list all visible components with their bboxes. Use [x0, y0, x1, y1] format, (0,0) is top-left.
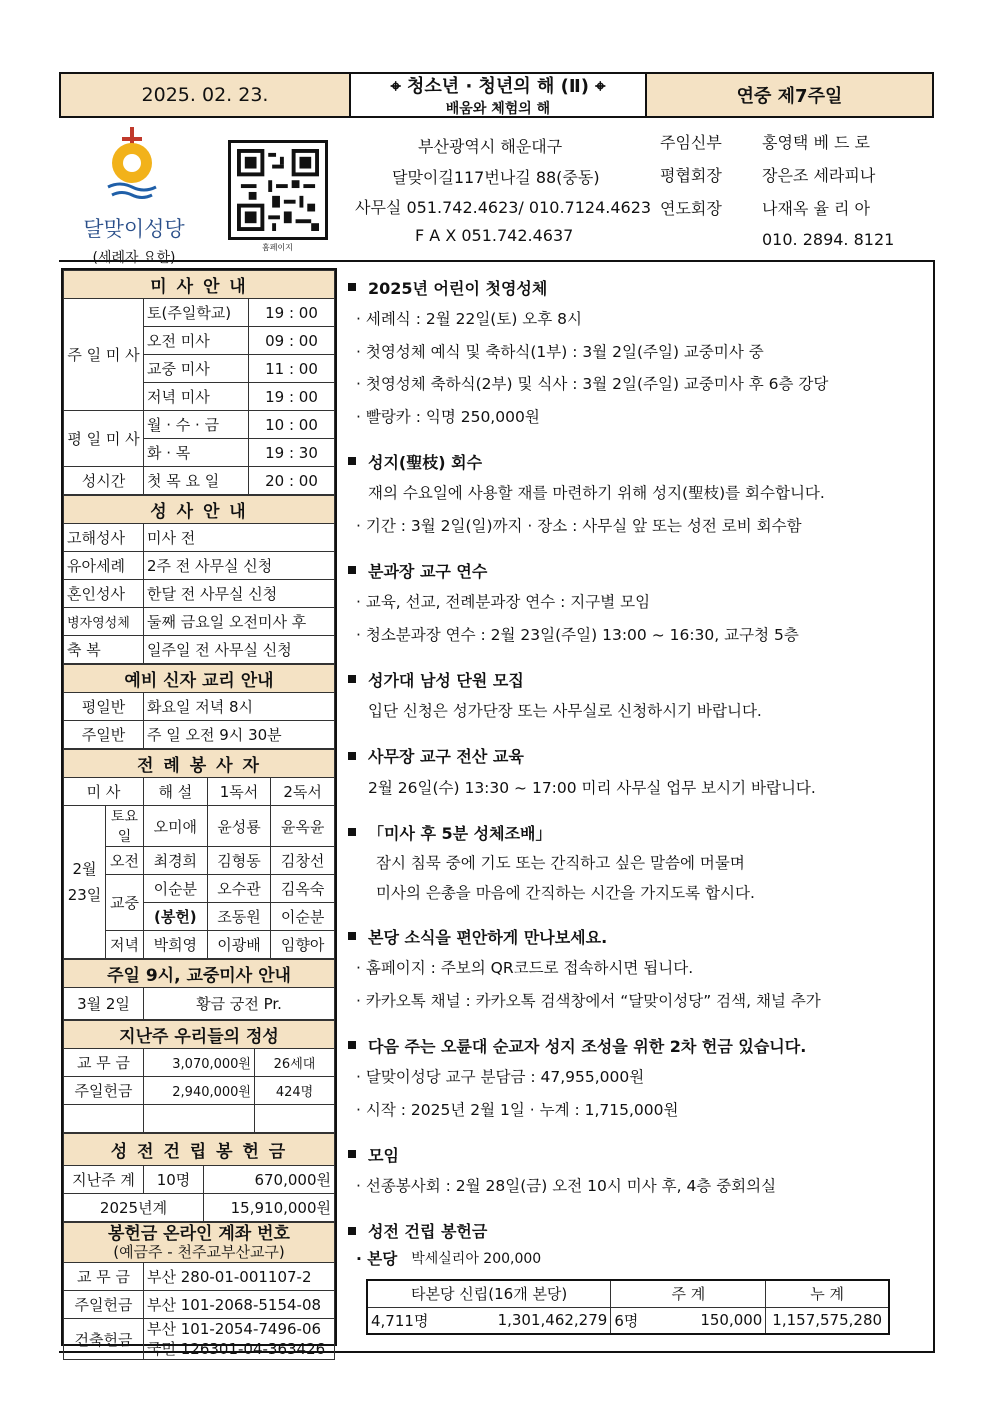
- col-header: 해 설: [144, 778, 208, 806]
- sacraments-title: 성 사 안 내: [64, 496, 335, 524]
- liturgy-title: 전 례 봉 사 자: [64, 750, 335, 778]
- notice-title: 분과장 교구 연수: [346, 555, 926, 585]
- offering-title: 지난주 우리들의 정성: [64, 1021, 335, 1049]
- catechism-class: 평일반: [64, 693, 144, 721]
- week-amount: 150,000: [661, 1307, 766, 1334]
- mass-name: 저녁 미사: [144, 383, 249, 411]
- notice-line: · 카카오톡 채널 : 카카오톡 검색창에서 “달맞이성당” 검색, 채널 추가: [356, 991, 821, 1010]
- account-type: 건축헌금: [64, 1319, 144, 1360]
- offering-type: 교 무 금: [64, 1049, 144, 1077]
- mass-name: 토(주일학교): [144, 299, 249, 327]
- building-fund-table: [63, 1133, 335, 1222]
- sacrament-info: 둘째 금요일 오전미사 후: [144, 608, 335, 636]
- sacrament-name: 고해성사: [64, 524, 144, 552]
- catechism-table: [63, 664, 335, 749]
- mass-name: 화 · 목: [144, 439, 249, 467]
- holy-hour-time: 20 : 00: [249, 467, 335, 495]
- reader-2: 김옥숙: [271, 875, 335, 903]
- building-last-amount: 670,000원: [204, 1166, 335, 1194]
- sacrament-name: 병자영성체: [64, 608, 144, 636]
- notice-line: 2월 26일(수) 13:30 ~ 17:00 미리 사무실 업무 보시기 바랍니다.: [368, 778, 816, 797]
- mass-time: 19 : 00: [249, 383, 335, 411]
- mass-title: 미 사 안 내: [64, 271, 335, 299]
- accounts-title: 봉헌금 온라인 계좌 번호: [108, 1223, 290, 1244]
- offering-amount: 3,070,000원: [144, 1049, 255, 1077]
- header-bar: [59, 72, 934, 118]
- commentator: 오미애: [144, 806, 208, 847]
- building-last-label: 지난주 계: [64, 1166, 144, 1194]
- col-header: 1독서: [207, 778, 271, 806]
- sacrament-info: 미사 전: [144, 524, 335, 552]
- notices: [346, 272, 926, 1270]
- staff-role: 주임신부: [660, 133, 722, 152]
- qr-icon: [237, 149, 319, 231]
- mass-time: 19 : 30: [249, 439, 335, 467]
- left-column: [61, 268, 337, 1358]
- account-number: 부산 280-01-001107-2: [144, 1263, 335, 1291]
- fax-number: F A X 051.742.4637: [415, 226, 574, 245]
- offering-amount: 2,940,000원: [144, 1077, 255, 1105]
- mass-time: 11 : 00: [249, 355, 335, 383]
- parish-logo: [78, 125, 190, 266]
- sunday-mass-label: 주 일 미 사: [64, 299, 144, 411]
- building-title: 성 전 건 립 봉 헌 금: [64, 1134, 335, 1166]
- mass-schedule-table: [63, 270, 335, 495]
- contact-phone: 010. 2894. 8121: [762, 230, 895, 249]
- notice-title: 다음 주는 오륜대 순교자 성지 조성을 위한 2차 헌금 있습니다.: [346, 1030, 926, 1060]
- sacrament-info: 2주 전 사무실 신청: [144, 552, 335, 580]
- account-number: 부산 101-2068-5154-08: [144, 1291, 335, 1319]
- reader-1: 윤성룡: [207, 806, 271, 847]
- notice-title: 성전 건립 봉헌금: [346, 1216, 926, 1246]
- notice-title: 모임: [346, 1139, 926, 1169]
- notice-title: 성가대 남성 단원 모집: [346, 664, 926, 694]
- empty-cell: [64, 1105, 144, 1133]
- reader-2: 임향아: [271, 931, 335, 959]
- week-count: 6명: [611, 1307, 661, 1334]
- offertory: (봉헌): [144, 903, 208, 931]
- offering-table: [63, 1020, 335, 1133]
- account-number: 국민 126301-04-363426: [147, 1340, 326, 1358]
- account-type: 교 무 금: [64, 1263, 144, 1291]
- col-header: 2독서: [271, 778, 335, 806]
- qr-label: 홈페이지: [262, 243, 293, 252]
- reader-1: 김형동: [207, 847, 271, 875]
- address-line-2: 달맞이길117번나길 88(중동): [392, 168, 600, 187]
- other-parish-amount: 1,301,462,279: [447, 1307, 611, 1334]
- bulletin-date: 2025. 02. 23.: [61, 74, 351, 116]
- sacrament-name: 축 복: [64, 636, 144, 664]
- mass-name: 오전: [106, 847, 144, 875]
- notice-line: · 홈페이지 : 주보의 QR코드로 접속하시면 됩니다.: [356, 959, 694, 978]
- mass-name: 월 · 수 · 금: [144, 411, 249, 439]
- parish-donation: · 본당 박세실리아 200,000: [356, 1249, 542, 1268]
- sacrament-info: 일주일 전 사무실 신청: [144, 636, 335, 664]
- liturgy-ministers-table: [63, 749, 335, 959]
- reader-2: 이순분: [271, 903, 335, 931]
- notice-line: · 세례식 : 2월 22일(토) 오후 8시: [356, 310, 583, 329]
- mass-time: 19 : 00: [249, 299, 335, 327]
- reader-1: 조동원: [207, 903, 271, 931]
- catechism-time: 주 일 오전 9시 30분: [144, 721, 335, 749]
- mass-name: 오전 미사: [144, 327, 249, 355]
- staff-name: 나재옥 율 리 아: [762, 199, 870, 218]
- notice-line: 미사의 은총을 마음에 간직하는 시간을 가지도록 합시다.: [376, 884, 755, 902]
- sunday9-table: [63, 959, 335, 1020]
- notice-title: 사무장 교구 전산 교육: [346, 741, 926, 771]
- mass-time: 09 : 00: [249, 327, 335, 355]
- notice-line: 재의 수요일에 사용할 재를 마련하기 위해 성지(聖枝)를 회수합니다.: [368, 484, 825, 503]
- sunday9-title: 주일 9시, 교중미사 안내: [64, 960, 335, 988]
- mass-name: 저녁: [106, 931, 144, 959]
- reader-1: 오수관: [207, 875, 271, 903]
- account-number: 부산 101-2054-7496-06: [147, 1320, 322, 1338]
- empty-cell: [144, 1105, 255, 1133]
- commentator: 최경희: [144, 847, 208, 875]
- staff-role: 평협회장: [660, 166, 722, 185]
- accounts-header: [64, 1223, 335, 1263]
- theme-subtitle: 배움와 체험의 해: [445, 101, 551, 117]
- staff-role: 연도회장: [660, 199, 722, 218]
- sacraments-table: [63, 495, 335, 664]
- catechism-class: 주일반: [64, 721, 144, 749]
- commentator: 박희영: [144, 931, 208, 959]
- other-parish-count: 4,711명: [367, 1307, 447, 1334]
- reader-2: 김창선: [271, 847, 335, 875]
- weekday-mass-label: 평 일 미 사: [64, 411, 144, 467]
- notice-line: · 선종봉사회 : 2월 28일(금) 오전 10시 미사 후, 4층 중회의실: [356, 1177, 777, 1196]
- notice-line: · 첫영성체 축하식(2부) 및 식사 : 3월 2일(주일) 교중미사 후 6층 강당: [356, 375, 829, 394]
- logo-icon: [78, 125, 190, 215]
- notice-title: 본당 소식을 편안하게 만나보세요.: [346, 921, 926, 951]
- address-line-1: 부산광역시 해운대구: [418, 137, 563, 156]
- parish-patron: (세례자 요한): [92, 250, 176, 266]
- accounts-holder: (예금주 - 천주교부산교구): [113, 1242, 285, 1261]
- cumulative-total: 1,157,575,280: [766, 1307, 889, 1334]
- notice-line: · 달맞이성당 교구 분담금 : 47,955,000원: [356, 1068, 645, 1087]
- notice-line: · 청소분과장 연수 : 2월 23일(주일) 13:00 ~ 16:30, 교구청 5층: [356, 625, 799, 644]
- liturgy-date: 2월 23일: [64, 806, 106, 959]
- sacrament-info: 한달 전 사무실 신청: [144, 580, 335, 608]
- staff-name: 홍영택 베 드 로: [762, 133, 870, 152]
- notice-line: · 교육, 선교, 전례분과장 연수 : 지구별 모임: [356, 593, 651, 612]
- commentator: 이순분: [144, 875, 208, 903]
- sacrament-name: 유아세례: [64, 552, 144, 580]
- notice-line: · 시작 : 2025년 2월 1일 · 누계 : 1,715,000원: [356, 1100, 679, 1119]
- sunday9-date: 3월 2일: [64, 988, 144, 1020]
- notice-line: 입단 신청은 성가단장 또는 사무실로 신청하시기 바랍니다.: [368, 702, 762, 721]
- year-theme: [351, 74, 647, 116]
- notice-title: 성지(聖枝) 회수: [346, 446, 926, 476]
- liturgical-week: 연중 제7주일: [647, 74, 932, 116]
- offering-count: 26세대: [255, 1049, 335, 1077]
- office-phone: 사무실 051.742.4623/ 010.7124.4623: [355, 198, 652, 217]
- building-last-count: 10명: [144, 1166, 204, 1194]
- homepage-qr-code[interactable]: [228, 140, 328, 240]
- offering-type: 주일헌금: [64, 1077, 144, 1105]
- account-type: 주일헌금: [64, 1291, 144, 1319]
- parish-name: 달맞이성당: [83, 217, 185, 241]
- staff-name: 장은조 세라피나: [762, 166, 876, 185]
- sunday9-desc: 황금 궁전 Pr.: [144, 988, 335, 1020]
- mass-name: 토요일: [106, 806, 144, 847]
- notice-title: 2025년 어린이 첫영성체: [346, 272, 926, 302]
- theme-title: ⌖ 청소년 · 청년의 해 (Ⅱ) ⌖: [390, 76, 606, 97]
- mass-name: 교중: [106, 875, 144, 931]
- building-accounts: [144, 1319, 335, 1360]
- col-header: 누 계: [766, 1280, 889, 1307]
- col-header: 미 사: [64, 778, 144, 806]
- holy-hour-name: 첫 목 요 일: [144, 467, 249, 495]
- notice-line: · 빨랑카 : 익명 250,000원: [356, 407, 540, 426]
- reader-1: 이광배: [207, 931, 271, 959]
- notice-title: 「미사 후 5분 성체조배」: [346, 817, 926, 847]
- offering-count: 424명: [255, 1077, 335, 1105]
- sacrament-name: 혼인성사: [64, 580, 144, 608]
- empty-cell: [255, 1105, 335, 1133]
- notice-line: 잠시 침묵 중에 기도 또는 간직하고 싶은 말씀에 머물며: [376, 854, 745, 872]
- catechism-time: 화요일 저녁 8시: [144, 693, 335, 721]
- col-header: 주 계: [611, 1280, 766, 1307]
- notice-line: · 첫영성체 예식 및 축하식(1부) : 3월 2일(주일) 교중미사 중: [356, 342, 764, 361]
- reader-2: 윤옥윤: [271, 806, 335, 847]
- accounts-table: [63, 1222, 335, 1360]
- catechism-title: 예비 신자 교리 안내: [64, 665, 335, 693]
- mass-time: 10 : 00: [249, 411, 335, 439]
- building-summary-table: [366, 1279, 890, 1335]
- building-year-label: 2025년계: [64, 1194, 204, 1222]
- building-year-amount: 15,910,000원: [204, 1194, 335, 1222]
- mass-name: 교중 미사: [144, 355, 249, 383]
- notice-line: · 기간 : 3월 2일(일)까지 · 장소 : 사무실 앞 또는 성전 로비 회수함: [356, 516, 802, 535]
- holy-hour-label: 성시간: [64, 467, 144, 495]
- col-header: 타본당 신립(16개 본당): [367, 1280, 611, 1307]
